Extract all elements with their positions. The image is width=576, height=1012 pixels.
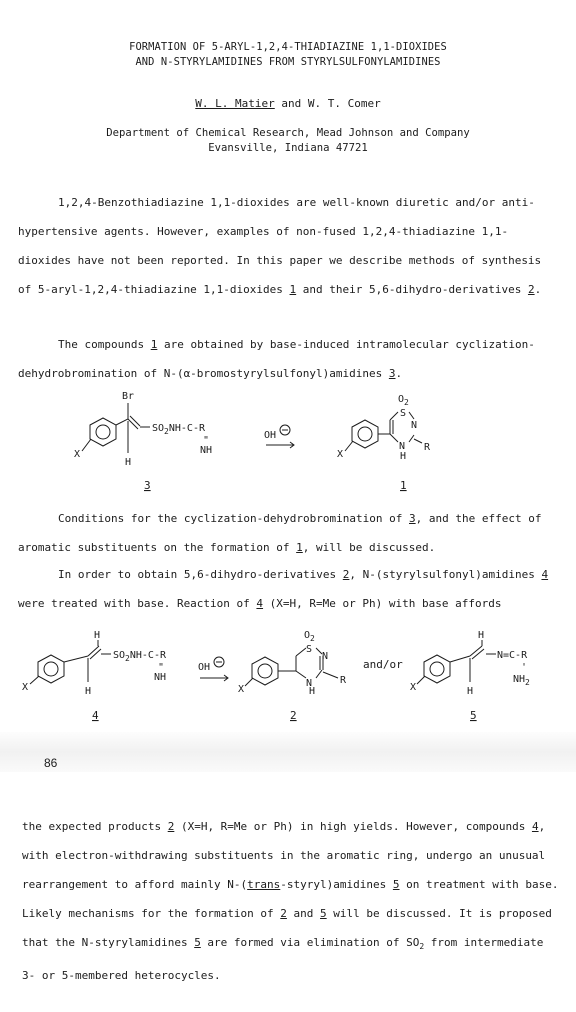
page-break	[0, 732, 576, 772]
r-group: R	[424, 442, 431, 453]
p4-text: In order to obtain 5,6-dihydro-derivatives	[58, 568, 343, 581]
p2-text: .	[395, 367, 403, 380]
amidine-group: N=C-R	[497, 650, 528, 661]
compound-label-4: 4	[92, 709, 99, 722]
sulfonyl-group: $SO_2NH-C-R$	[152, 423, 205, 436]
p5-text: -styryl)amidines	[280, 878, 393, 891]
p2-text: are obtained by base-induced intramolecular cyclization-dehydrobromination of N-(α-bromostyrylsulfonyl)amidines	[18, 338, 535, 380]
dioxide-label: $O_2$	[398, 394, 409, 407]
p3-text: , will be discussed.	[302, 541, 436, 554]
p5-text: are formed via elimination of SO	[200, 936, 420, 949]
scheme-2	[0, 626, 576, 726]
author-and: and	[274, 97, 308, 110]
paragraph-4	[18, 560, 560, 618]
compound-label-2: 2	[290, 709, 297, 722]
compound-label-5: 5	[470, 709, 477, 722]
dioxide-label: $O_2$	[304, 630, 315, 643]
p1-text: .	[534, 283, 542, 296]
compound-ref: 5	[392, 878, 400, 891]
compound-ref: 4	[256, 597, 264, 610]
double-bond-mark: "	[203, 435, 210, 446]
nh-label: NH	[200, 445, 213, 456]
p4-text: were treated with base. Reaction of	[18, 597, 257, 610]
p5-text: , with electron-withdrawing substituents in the aromatic ring, undergo an unusual rearrangement to afford mainly N-(	[22, 820, 546, 891]
p5-text: on treatment with base. Likely mechanisms for the formation of	[22, 878, 559, 920]
benzene-ring-5	[424, 655, 450, 683]
p5-text: and	[286, 907, 321, 920]
trans-label: trans	[247, 878, 281, 891]
p5-text: (X=H, R=Me or Ph) in high yields. However, compounds	[174, 820, 532, 833]
p5-text: from intermediate 3- or 5-membered heterocycles.	[22, 936, 544, 982]
compound-ref: 2	[280, 907, 287, 920]
author-2: W. T. Comer	[307, 97, 381, 110]
nh2-label: $NH_2$	[513, 674, 530, 687]
compound-ref: 1	[289, 283, 297, 296]
h-label: H	[125, 457, 132, 468]
nitrogen-label: N	[411, 420, 418, 431]
compound-label-3: 3	[144, 479, 151, 492]
compound-ref: 5	[320, 907, 327, 920]
compound-ref: 1	[296, 541, 303, 554]
compound-ref: 3	[409, 512, 416, 525]
double-bond-mark: "	[158, 662, 165, 673]
compound-label-1: 1	[400, 479, 407, 492]
compound-ref: 3	[388, 367, 396, 380]
nitrogen-label: N	[399, 441, 406, 452]
paragraph-3	[18, 504, 560, 562]
sulfur-label: S	[306, 644, 313, 655]
p3-text: , and the effect of aromatic substituents on the formation of	[18, 512, 542, 554]
single-bond-mark: '	[521, 662, 528, 673]
paper-title	[0, 40, 576, 70]
p5-text: the expected products	[22, 820, 168, 833]
benzene-ring-2	[252, 657, 278, 685]
p5-text: will be discussed. It is proposed that the N-styrylamidines	[22, 907, 552, 949]
affiliation-line-1: Department of Chemical Research, Mead Johnson and Company	[106, 127, 470, 139]
page-number: 86	[44, 756, 58, 770]
x-substituent: X	[74, 449, 81, 460]
bromine-label: Br	[122, 391, 135, 402]
paragraph-5	[22, 812, 560, 990]
hydroxide-label: OH	[264, 430, 277, 441]
sulfur-label: S	[400, 408, 407, 419]
h-label: H	[400, 451, 407, 462]
x-substituent: X	[337, 449, 344, 460]
compound-ref: 2	[527, 283, 535, 296]
nitrogen-label: N	[322, 651, 329, 662]
nitrogen-label: N	[306, 678, 313, 689]
paragraph-2	[18, 330, 560, 388]
affiliation	[0, 126, 576, 156]
r-group: R	[340, 675, 347, 686]
scheme-1	[0, 393, 576, 493]
benzene-ring-1	[352, 420, 378, 448]
p3-text: Conditions for the cyclization-dehydrobromination of	[58, 512, 409, 525]
sulfonyl-group: $SO_2NH-C-R$	[113, 650, 166, 663]
p1-text: 1,2,4-Benzothiadiazine 1,1-dioxides are well-known diuretic and/or anti-hypertensive agents. However, examples of non-fused 1,2,4-thiadiazine 1,1-dioxides have not been reported. In this paper we describe methods of synthesis of 5-aryl-1,2,4-thiadiazine 1,1-dioxides	[18, 196, 542, 296]
paragraph-1	[18, 188, 560, 304]
authors	[0, 97, 576, 110]
p2-text: The compounds	[58, 338, 151, 351]
author-1: W. L. Matier	[195, 97, 275, 110]
affiliation-line-2: Evansville, Indiana 47721	[208, 142, 368, 154]
hydroxide-label: OH	[198, 662, 211, 673]
compound-ref: 1	[150, 338, 158, 351]
compound-ref: 5	[194, 936, 201, 949]
and-or-label: and/or	[363, 658, 403, 671]
h-label: H	[85, 686, 92, 697]
compound-ref: 4	[541, 568, 549, 581]
compound-ref: 2	[342, 568, 350, 581]
h-label: H	[467, 686, 474, 697]
p1-text: and their 5,6-dihydro-derivatives	[296, 283, 528, 296]
title-line-2: AND N-STYRYLAMIDINES FROM STYRYLSULFONYLAMIDINES	[135, 56, 441, 68]
h-label: H	[309, 686, 316, 697]
p4-text: , N-(styrylsulfonyl)amidines	[349, 568, 542, 581]
compound-ref: 4	[531, 820, 539, 833]
nh-label: NH	[154, 672, 167, 683]
title-line-1: FORMATION OF 5-ARYL-1,2,4-THIADIAZINE 1,1-DIOXIDES	[129, 41, 447, 53]
compound-ref: 2	[167, 820, 175, 833]
benzene-ring-4	[38, 655, 64, 683]
x-substituent: X	[238, 684, 245, 695]
subscript: 2	[419, 942, 425, 951]
benzene-ring-3	[90, 418, 116, 446]
p4-text: (X=H, R=Me or Ph) with base affords	[263, 597, 502, 610]
x-substituent: X	[410, 682, 417, 693]
x-substituent: X	[22, 682, 29, 693]
h-label: H	[94, 630, 101, 641]
h-label: H	[478, 630, 485, 641]
